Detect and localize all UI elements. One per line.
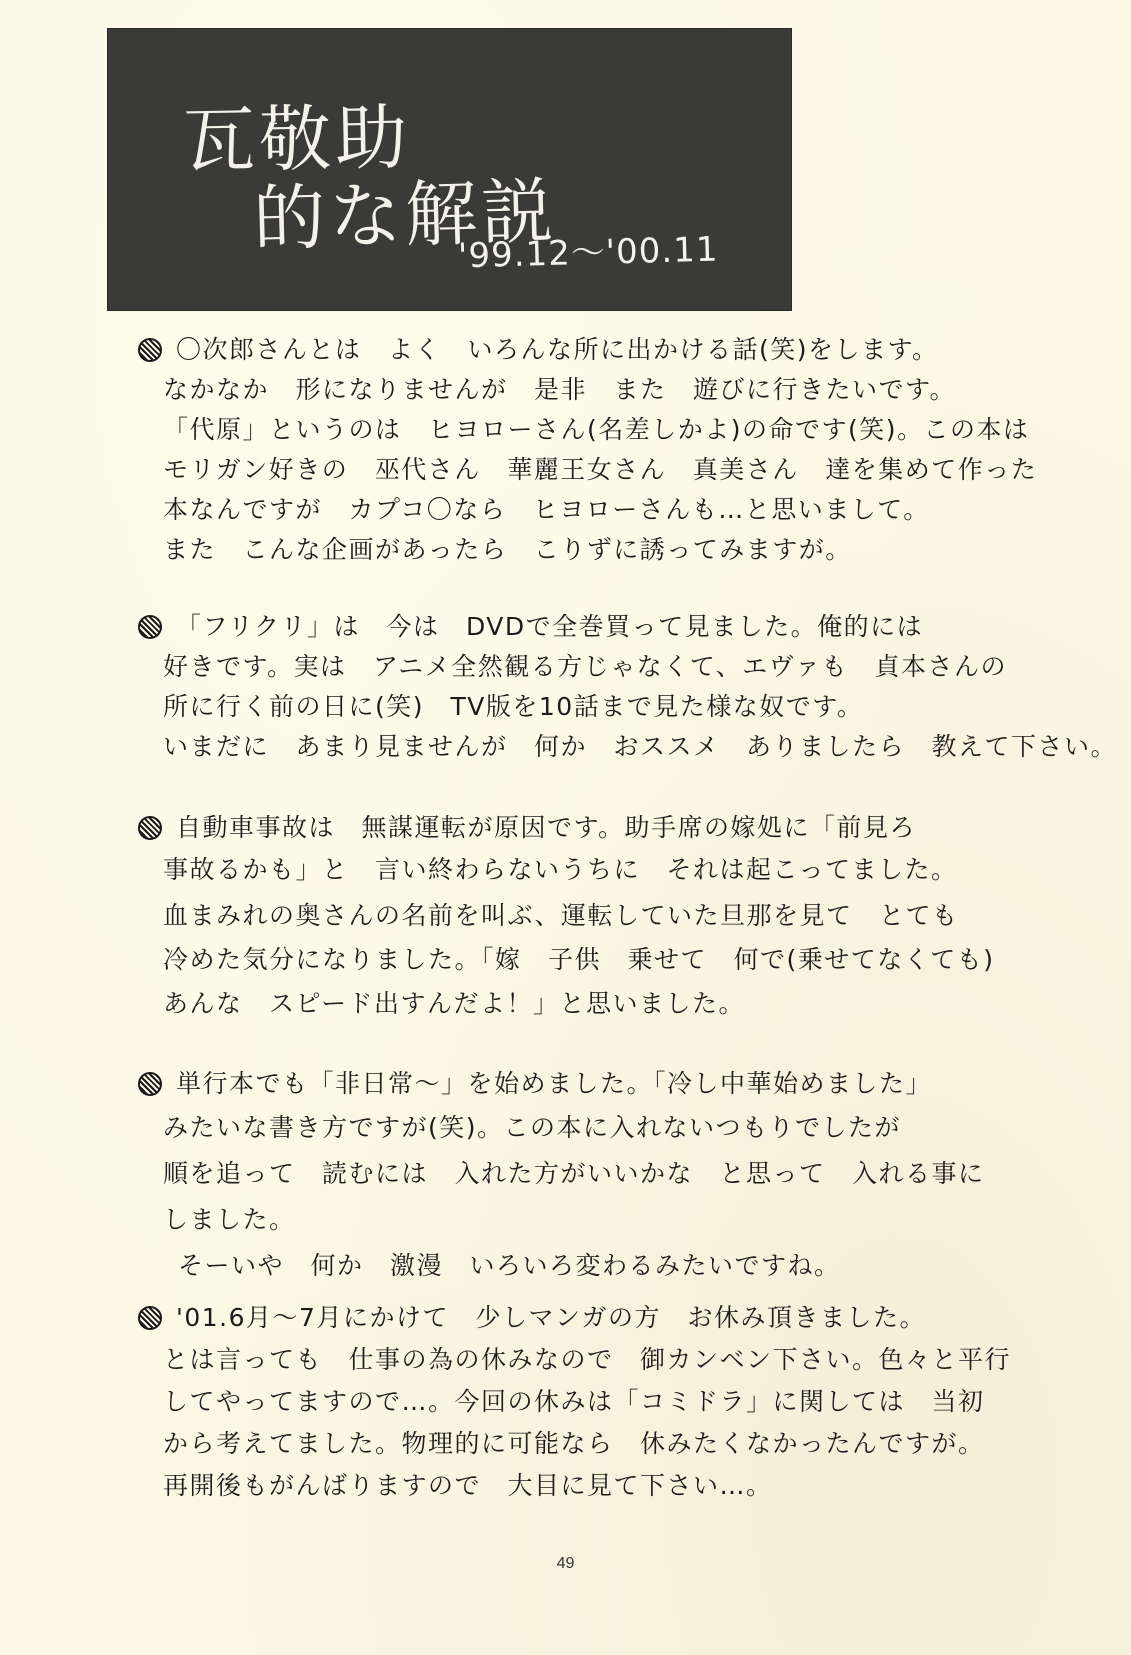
note-line: 血まみれの奥さんの名前を叫ぶ、運転していた旦那を見て とても: [163, 901, 959, 930]
note-line: モリガン好きの 巫代さん 華麗王女さん 真美さん 達を集めて作った: [163, 455, 1038, 484]
note-line: 本なんですが カプコ〇なら ヒヨローさんも…と思いまして。: [163, 495, 930, 524]
note-line: いまだに あまり見ませんが 何か おススメ ありましたら 教えて下さい。: [163, 732, 1118, 761]
note-line: 「代原」というのは ヒヨローさん(名差しかよ)の命です(笑)。この本は: [163, 415, 1030, 444]
hatched-circle-bullet-icon: [138, 615, 162, 639]
hatched-circle-bullet-icon: [138, 816, 162, 840]
note-line: また こんな企画があったら こりずに誘ってみますが。: [163, 535, 852, 564]
note-line: 〇次郎さんとは よく いろんな所に出かける話(笑)をします。: [176, 335, 939, 364]
hatched-circle-bullet-icon: [138, 338, 162, 362]
note-line: 再開後もがんばりますので 大目に見て下さい…。: [163, 1471, 773, 1500]
note-line: 所に行く前の日に(笑) TV版を10話まで見た様な奴です。: [163, 692, 864, 721]
note-line: 冷めた気分になりました。「嫁 子供 乗せて 何で(乗せてなくても): [163, 945, 995, 974]
note-line: 事故るかも」と 言い終わらないうちに それは起こってました。: [163, 855, 958, 884]
note-line: 自動車事故は 無謀運転が原因です。助手席の嫁処に「前見ろ: [176, 813, 917, 842]
title-line-2: 的な解説: [252, 169, 559, 261]
title-date-range: '99.12～'00.11: [457, 229, 719, 277]
note-line: 好きです。実は アニメ全然観る方じゃなくて、エヴァも 貞本さんの: [163, 652, 1008, 681]
note-line: 単行本でも「非日常～」を始めました。「冷し中華始めました」: [176, 1069, 933, 1098]
note-line: しました。: [163, 1205, 296, 1234]
note-line: とは言っても 仕事の為の休みなので 御カンベン下さい。色々と平行: [163, 1345, 1012, 1374]
note-line: '01.6月～7月にかけて 少しマンガの方 お休み頂きました。: [176, 1303, 926, 1332]
note-line: 順を追って 読むには 入れた方がいいかな と思って 入れる事に: [163, 1159, 985, 1188]
note-line: から考えてました。物理的に可能なら 休みたくなかったんですが。: [163, 1429, 985, 1458]
note-line: なかなか 形になりませんが 是非 また 遊びに行きたいです。: [163, 375, 957, 404]
note-line: してやってますので…。今回の休みは「コミドラ」に関しては 当初: [163, 1387, 985, 1416]
title-line-1: 瓦敬助: [182, 95, 412, 183]
note-line: 「フリクリ」は 今は DVDで全巻買って見ました。俺的には: [176, 612, 924, 641]
note-line: あんな スピード出すんだよ！」と思いました。: [163, 989, 746, 1018]
page-number: 49: [556, 1555, 575, 1572]
hatched-circle-bullet-icon: [138, 1306, 162, 1330]
hatched-circle-bullet-icon: [138, 1072, 162, 1096]
note-line: そーいや 何か 激漫 いろいろ変わるみたいですね。: [178, 1251, 841, 1280]
note-line: みたいな書き方ですが(笑)。この本に入れないつもりでしたが: [163, 1113, 902, 1142]
title-box: [107, 28, 792, 311]
